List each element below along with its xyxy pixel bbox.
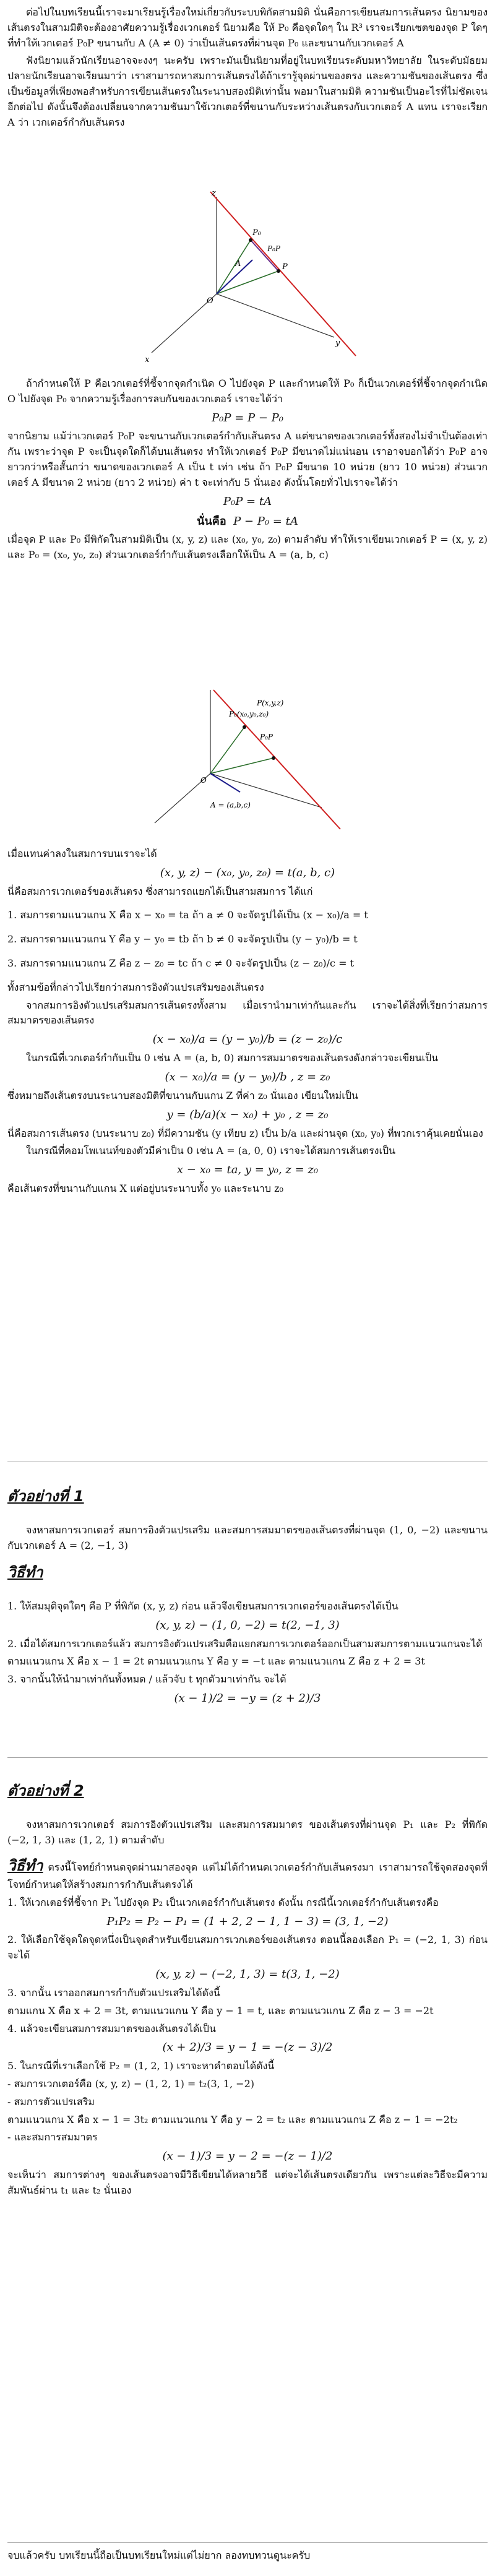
three-equations-intro: นี่คือสมการเวกเตอร์ของเส้นตรง ซึ่งสามารถแยกได้เป็นสามสมการ ได้แก่ bbox=[7, 885, 313, 897]
closing-remark: จบแล้วครับ บทเรียนนี้ถือเป็นบทเรียนใหม่แต่ไม่ยาก ลองทบทวนดูนะครับ bbox=[7, 2549, 311, 2561]
vector-difference-equation: P₀P = P − P₀ bbox=[212, 411, 283, 424]
example-2-heading: ตัวอย่างที่ 2 bbox=[7, 1782, 84, 1799]
scalar-multiple-equation: P₀P = tA bbox=[223, 494, 272, 508]
fig1-label-z: z bbox=[212, 189, 216, 198]
example-1-parametric: ตามแนวแกน X คือ x − 1 = 2t ตามแนวแกน Y คือ y = −t และ ตามแนวแกน Z คือ z + 2 = 3t bbox=[7, 1655, 425, 1668]
fig1-label-p0: P₀ bbox=[252, 228, 261, 238]
fig2-label-a: A = (a,b,c) bbox=[210, 801, 251, 809]
example-2-step-2: 2. ให้เลือกใช้จุดใดจุดหนึ่งเป็นจุดสำหรับเขียนสมการเวกเตอร์ของเส้นตรง ตอนนี้ลองเลือก P₁ = (−2, 1, 3) ก่อน จะได้ bbox=[7, 1934, 488, 1962]
example-1-step-1: 1. ให้สมมุติจุดใดๆ คือ P ที่พิกัด (x, y, z) ก่อน แล้วจึงเขียนสมการเวกเตอร์ของเส้นตรงได้เป็น bbox=[7, 1600, 398, 1612]
y-axis-equation: 2. สมการตามแนวแกน Y คือ y − y₀ = tb ถ้า b ≠ 0 จะจัดรูปเป็น (y − y₀)/b = t bbox=[7, 933, 358, 946]
y-axis bbox=[217, 294, 334, 337]
slope-explanation: นี่คือสมการเส้นตรง (บนระนาบ z₀) ที่มีความชัน (y เทียบ z) เป็น b/a และผ่านจุด (x₀, y₀) ที่พวกเราคุ้นเคยนั่นเอง bbox=[7, 1127, 483, 1139]
x-axis-equation: 1. สมการตามแนวแกน X คือ x − x₀ = ta ถ้า a ≠ 0 จะจัดรูปได้เป็น (x − x₀)/a = t bbox=[7, 909, 368, 921]
example-2-direction-vector: P₁P₂ = P₂ − P₁ = (1 + 2, 2 − 1, 1 − 3) = (3, 1, −2) bbox=[106, 1915, 389, 1928]
zero-component-paragraph: ในกรณีที่เวกเตอร์กำกับเป็น 0 เช่น A = (a, b, 0) สมการสมมาตรของเส้นตรงดังกล่าวจะเขียนเป็น bbox=[26, 1052, 439, 1064]
example-1-vector-equation: (x, y, z) − (1, 0, −2) = t(2, −1, 3) bbox=[155, 1618, 340, 1632]
example-1-step-3: 3. จากนั้นให้นำมาเท่ากันทั้งหมด / แล้วจับ t ทุกตัวมาเท่ากัน จะได้ bbox=[7, 1673, 286, 1686]
fig2-point-p bbox=[272, 756, 275, 760]
line-l bbox=[210, 192, 356, 356]
scalar-multiple-paragraph: จากนิยาม แม้ว่าเวกเตอร์ P₀P จะขนานกับเวกเตอร์กำกับเส้นตรง A แต่ขนาดของเวกเตอร์ทั้งสองไม่จำเป็นต้องเท่ากัน เพราะว่าจุด P จะเป็นจุดใดก็ได้บนเส้นตรง ทำให้เวกเตอร์ P₀P มีขนาดไม่แน่นอน เราอาจบอกได้ว่า P₀P อาจยาวกว่าหรือสั้นกว่า ขนาดของเวกเตอร์ A เป็น t เท่า เช่น ถ้า P₀P มีขนาด 10 หน่วย (ยาว 10 หน่วย) ส่วนเวกเตอร์ A มีขนาด 2 หน่วย (ยาว 2 หน่วย) ค่า t จะเท่ากับ 5 นั่นเอง ดังนั้นโดยทั่วไปเราจะได้ว่า bbox=[7, 430, 488, 488]
fig1-label-a: A bbox=[235, 259, 241, 269]
intro-paragraph-1: ต่อไปในบทเรียนนี้เราจะมาเรียนรู้เรื่องใหม่เกี่ยวกับระบบพิกัดสามมิติ นั่นคือการเขียนสมการเส้นตรง นิยามของเส้นตรงในสามมิติจะต้องอาศัยความรู้เรื่องเวกเตอร์ นิยามคือ ให้ P₀ คือจุดใดๆ ใน R³ เราจะเรียกเซตของจุด P ใดๆ ที่ทำให้เวกเตอร์ P₀P ขนานกับ A (A ≠ 0) ว่าเป็นเส้นตรงที่ผ่านจุด P₀ และขนานกับเวกเตอร์ A bbox=[7, 6, 488, 49]
fig2-label-o: O bbox=[200, 776, 207, 785]
intro-section bbox=[7, 5, 488, 132]
fig1-label-o: O bbox=[207, 296, 213, 306]
vector-line-equation: P − P₀ = tA bbox=[233, 514, 298, 528]
example-2-alt-symmetric-label: - และสมการสมมาตร bbox=[7, 2131, 98, 2143]
example-2-vector-equation: (x, y, z) − (−2, 1, 3) = t(3, 1, −2) bbox=[155, 1968, 340, 1981]
symmetric-equation: (x − x₀)/a = (y − y₀)/b = (z − z₀)/c bbox=[152, 1033, 343, 1046]
example-2-alt-parametric-label: - สมการตัวแปรเสริม bbox=[7, 2095, 95, 2108]
example-2-solution-text: ตรงนี้โจทย์กำหนดจุดผ่านมาสองจุด แต่ไม่ได้กำหนดเวกเตอร์กำกับเส้นตรงมา เราสามารถใช้จุดสองจุดที่โจทย์กำหนดให้สร้างสมการกำกับเส้นตรงได้ bbox=[7, 1861, 488, 1890]
parametric-summary: ทั้งสามข้อที่กล่าวไปเรียกว่าสมการอิงตัวแปรเสริมของเส้นตรง bbox=[7, 981, 264, 993]
plane-line-paragraph: ซึ่งหมายถึงเส้นตรงบนระนาบสองมิติที่ขนานกับแกน Z ที่ค่า z₀ นั่นเอง เขียนใหม่เป็น bbox=[7, 1089, 358, 1101]
axis-parallel-equation: x − x₀ = ta, y = y₀, z = z₀ bbox=[176, 1163, 319, 1177]
fig1-label-y: y bbox=[335, 338, 340, 348]
line-definition-figure bbox=[124, 186, 371, 371]
position-vector-paragraph: ถ้ากำหนดให้ P คือเวกเตอร์ที่ชี้จากจุดกำเนิด O ไปยังจุด P และกำหนดให้ P₀ ก็เป็นเวกเตอร์ที่ชี้จากจุดกำเนิด O ไปยังจุด P₀ จากความรู้เรื่องการลบกันของเวกเตอร์ เราจะได้ว่า bbox=[7, 377, 488, 405]
example-1-section bbox=[7, 1470, 488, 1710]
example-1-solution-heading: วิธีทำ bbox=[7, 1563, 43, 1581]
point-p0 bbox=[249, 238, 252, 242]
fig2-label-p: P(x,y,z) bbox=[257, 699, 284, 707]
vector-line-equation-row bbox=[7, 513, 488, 530]
example-2-alt-symmetric-equation: (x − 1)/3 = y − 2 = −(z − 1)/2 bbox=[162, 2150, 333, 2163]
example-1-heading: ตัวอย่างที่ 1 bbox=[7, 1488, 84, 1505]
equations-section bbox=[7, 846, 488, 1199]
divider bbox=[7, 1757, 488, 1758]
symmetric-equation-c-zero: (x − x₀)/a = (y − y₀)/b , z = z₀ bbox=[165, 1070, 330, 1083]
example-2-note: จะเห็นว่า สมการต่างๆ ของเส้นตรงอาจมีวิธีเขียนได้หลายวิธี แต่จะได้เส้นตรงเดียวกัน เพราะแต่ละวิธีจะมีความสัมพันธ์ผ่าน t₁ และ t₂ นั่นเอง bbox=[7, 2169, 488, 2196]
that-is-label: นั่นคือ bbox=[197, 514, 226, 528]
coordinate-vector-figure bbox=[136, 681, 359, 835]
intro-paragraph-2: ฟังนิยามแล้วนักเรียนอาจจะงงๆ นะครับ เพราะมันเป็นนิยามที่อยู่ในบทเรียนระดับมหาวิทยาลัย ในระดับมัธยมปลายนักเรียนอาจเรียนมาว่า เราสามารถหาสมการเส้นตรงได้ถ้าเรารู้จุดผ่านของตรง และความชันของเส้นตรง ซึ่งเป็นข้อมูลที่เพียงพอสำหรับการเขียนเส้นตรงในระนาบสองมิติเท่านั้น พอมาในสามมิติ ความชันเป็นอะไรที่ไม่ชัดเจนอีกต่อไป ดังนั้นจึงต้องเปลี่ยนจากความชันมาใช้เวกเตอร์ที่ขนานกับระหว่างเส้นตรงกับเวกเตอร์ A แทน เราจะเรียก A ว่า เวกเตอร์กำกับเส้นตรง bbox=[7, 54, 488, 128]
vector-equation-of-line: (x, y, z) − (x₀, y₀, z₀) = t(a, b, c) bbox=[160, 866, 335, 879]
example-1-problem: จงหาสมการเวกเตอร์ สมการอิงตัวแปรเสริม และสมการสมมาตรของเส้นตรงที่ผ่านจุด (1, 0, −2) และขนานกับเวกเตอร์ A = (2, −1, 3) bbox=[7, 1524, 488, 1551]
fig1-label-x: x bbox=[145, 355, 150, 364]
vector-p bbox=[217, 271, 278, 294]
example-1-symmetric-equation: (x − 1)/2 = −y = (z + 2)/3 bbox=[174, 1692, 321, 1705]
example-2-step-4: 4. แล้วจะเขียนสมการสมมาตรของเส้นตรงได้เป็น bbox=[7, 2022, 216, 2035]
fig2-point-p0 bbox=[243, 725, 246, 729]
fig2-label-p0p: P₀P bbox=[260, 733, 273, 741]
slope-form-equation: y = (b/a)(x − x₀) + y₀ , z = z₀ bbox=[166, 1108, 329, 1121]
example-2-section bbox=[7, 1765, 488, 2201]
example-2-symmetric-equation: (x + 2)/3 = y − 1 = −(z − 3)/2 bbox=[162, 2041, 333, 2054]
two-zero-components-paragraph: ในกรณีที่คอมโพเนนท์ของตัวมีค่าเป็น 0 เช่น A = (a, 0, 0) เราจะได้สมการเส้นตรงเป็น bbox=[26, 1145, 396, 1157]
example-2-step-3: 3. จากนั้น เราออกสมการกำกับตัวแปรเสริมได้ดังนี้ bbox=[7, 1986, 220, 1999]
example-2-solution-heading: วิธีทำ bbox=[7, 1856, 43, 1874]
example-2-step-5: 5. ในกรณีที่เราเลือกใช้ P₂ = (1, 2, 1) เราจะหาคำตอบได้ดังนี้ bbox=[7, 2060, 275, 2072]
fig2-vector-a bbox=[210, 773, 240, 792]
example-2-alt-vector: - สมการเวกเตอร์คือ (x, y, z) − (1, 2, 1) = t₂(3, 1, −2) bbox=[7, 2078, 255, 2090]
coordinates-paragraph: เมื่อจุด P และ P₀ มีพิกัดในสามมิติเป็น (x, y, z) และ (x₀, y₀, z₀) ตามลำดับ ทำให้เราเขียนเวกเตอร์ P = (x, y, z) และ P₀ = (x₀, y₀, z₀) ส่วนเวกเตอร์กำกับเส้นตรงเลือกให้เป็น A = (a, b, c) bbox=[7, 533, 488, 561]
derivation-section bbox=[7, 376, 488, 566]
example-2-problem: จงหาสมการเวกเตอร์ สมการอิงตัวแปรเสริม และสมการสมมาตร ของเส้นตรงที่ผ่านจุด P₁ และ P₂ ที่พิกัด (−2, 1, 3) และ (1, 2, 1) ตามลำดับ bbox=[7, 1819, 488, 1846]
point-p bbox=[277, 269, 280, 273]
example-2-parametric: ตามแกน X คือ x + 2 = 3t, ตามแนวแกน Y คือ y − 1 = t, และ ตามแนวแกน Z คือ z − 3 = −2t bbox=[7, 2004, 434, 2017]
divider bbox=[7, 2542, 488, 2543]
substitution-paragraph: เมื่อแทนค่าลงในสมการบนเราจะได้ bbox=[7, 848, 157, 859]
fig1-label-p0p: P₀P bbox=[267, 244, 280, 253]
z-axis-equation: 3. สมการตามแนวแกน Z คือ z − z₀ = tc ถ้า c ≠ 0 จะจัดรูปเป็น (z − z₀)/c = t bbox=[7, 957, 355, 970]
fig2-label-p0: P₀(x₀,y₀,z₀) bbox=[229, 710, 269, 718]
symmetric-intro: จากสมการอิงตัวแปรเสริมสมการเส้นตรงทั้งสาม เมื่อเรานำมาเท่ากันและกัน เราจะได้สิ่งที่เรียกว่าสมการสมมาตรของเส้นตรง bbox=[7, 999, 488, 1027]
example-2-solution-intro bbox=[7, 1854, 488, 1893]
example-1-step-2: 2. เมื่อได้สมการเวกเตอร์แล้ว สมการอิงตัวแปรเสริมคือแยกสมการเวกเตอร์ออกเป็นสามสมการตามแนวแกนจะได้ bbox=[7, 1637, 483, 1650]
example-2-alt-parametric: ตามแนวแกน X คือ x − 1 = 3t₂ ตามแนวแกน Y คือ y − 2 = t₂ และ ตามแนวแกน Z คือ z − 1 = −2t₂ bbox=[7, 2113, 458, 2126]
example-2-step-1: 1. ให้เวกเตอร์ที่ชี้จาก P₁ ไปยังจุด P₂ เป็นเวกเตอร์กำกับเส้นตรง ดังนั้น กรณีนี้เวกเตอร์กำกับเส้นตรงคือ bbox=[7, 1896, 439, 1908]
axis-parallel-explanation: คือเส้นตรงที่ขนานกับแกน X แต่อยู่บนระนาบทั้ง y₀ และระนาบ z₀ bbox=[7, 1182, 283, 1195]
fig1-label-p: P bbox=[282, 262, 288, 272]
